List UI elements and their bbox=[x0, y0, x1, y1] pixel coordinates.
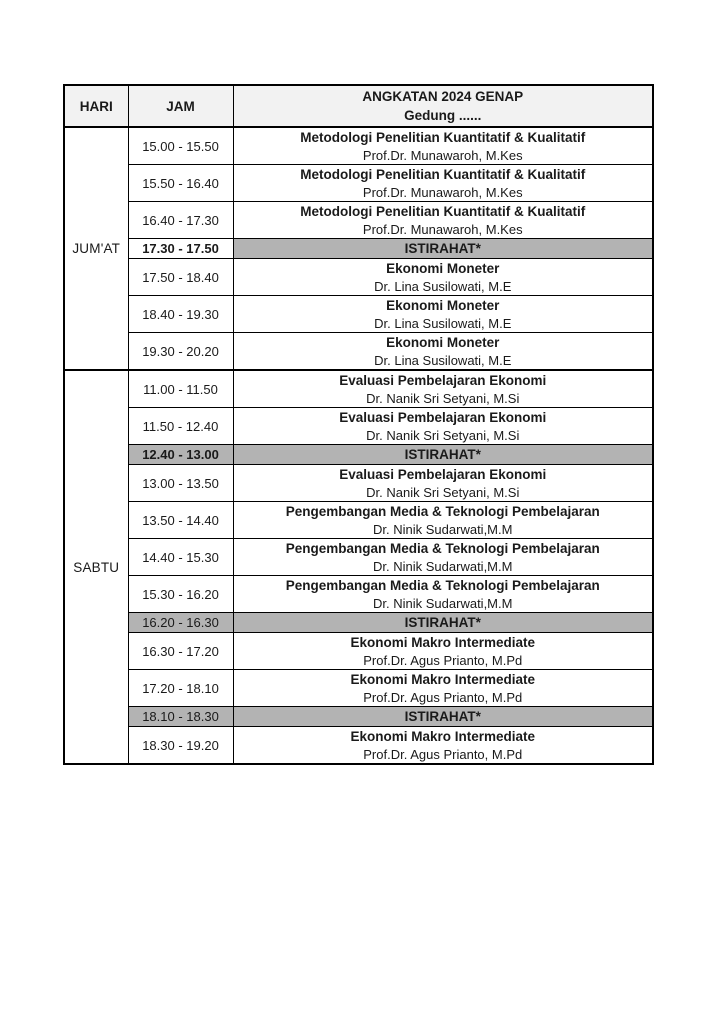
course-name: Ekonomi Makro Intermediate bbox=[350, 671, 536, 687]
time-cell: 16.20 - 16.30 bbox=[128, 613, 233, 633]
lecturer-name: Prof.Dr. Agus Prianto, M.Pd bbox=[363, 689, 523, 705]
course-name: Pengembangan Media & Teknologi Pembelajaran bbox=[285, 503, 600, 519]
course-name: Metodologi Penelitian Kuantitatif & Kualitatif bbox=[300, 129, 586, 145]
course-name: Pengembangan Media & Teknologi Pembelajaran bbox=[285, 540, 600, 556]
table-row bbox=[64, 127, 653, 165]
table-row bbox=[64, 613, 653, 633]
schedule-body bbox=[64, 85, 653, 764]
time-cell: 18.30 - 19.20 bbox=[128, 727, 233, 765]
lecturer-name: Prof.Dr. Munawaroh, M.Kes bbox=[362, 221, 523, 237]
table-row bbox=[64, 259, 653, 296]
table-row bbox=[64, 633, 653, 670]
course-cell bbox=[233, 539, 653, 576]
course-cell bbox=[233, 296, 653, 333]
break-label: ISTIRAHAT* bbox=[233, 613, 653, 633]
group-title: ANGKATAN 2024 GENAP bbox=[362, 89, 524, 104]
lecturer-name: Dr. Lina Susilowati, M.E bbox=[374, 315, 512, 331]
course-cell bbox=[233, 165, 653, 202]
table-row bbox=[64, 333, 653, 371]
course-name: Ekonomi Makro Intermediate bbox=[350, 634, 536, 650]
lecturer-name: Prof.Dr. Munawaroh, M.Kes bbox=[362, 184, 523, 200]
course-name: Ekonomi Moneter bbox=[386, 260, 500, 276]
table-row bbox=[64, 202, 653, 239]
break-label: ISTIRAHAT* bbox=[233, 707, 653, 727]
course-name: Metodologi Penelitian Kuantitatif & Kualitatif bbox=[300, 166, 586, 182]
lecturer-name: Dr. Nanik Sri Setyani, M.Si bbox=[366, 390, 520, 406]
table-row bbox=[64, 539, 653, 576]
lecturer-name: Dr. Lina Susilowati, M.E bbox=[374, 352, 512, 368]
course-name: Evaluasi Pembelajaran Ekonomi bbox=[339, 372, 547, 388]
course-name: Pengembangan Media & Teknologi Pembelajaran bbox=[285, 577, 600, 593]
time-cell: 15.50 - 16.40 bbox=[128, 165, 233, 202]
lecturer-name: Dr. Lina Susilowati, M.E bbox=[374, 278, 512, 294]
column-header-jam: JAM bbox=[128, 85, 233, 127]
time-cell: 12.40 - 13.00 bbox=[128, 445, 233, 465]
header-row bbox=[64, 85, 653, 127]
time-cell: 16.40 - 17.30 bbox=[128, 202, 233, 239]
course-cell bbox=[233, 633, 653, 670]
course-name: Evaluasi Pembelajaran Ekonomi bbox=[339, 466, 547, 482]
lecturer-name: Dr. Ninik Sudarwati,M.M bbox=[373, 595, 513, 611]
table-row bbox=[64, 296, 653, 333]
table-row bbox=[64, 727, 653, 765]
course-cell bbox=[233, 576, 653, 613]
time-cell: 11.00 - 11.50 bbox=[128, 370, 233, 408]
course-name: Ekonomi Moneter bbox=[386, 334, 500, 350]
course-cell bbox=[233, 127, 653, 165]
time-cell: 11.50 - 12.40 bbox=[128, 408, 233, 445]
table-row bbox=[64, 576, 653, 613]
table-row bbox=[64, 408, 653, 445]
table-row bbox=[64, 670, 653, 707]
schedule-table bbox=[63, 84, 654, 765]
column-header-hari: HARI bbox=[64, 85, 128, 127]
course-cell bbox=[233, 502, 653, 539]
break-label: ISTIRAHAT* bbox=[233, 239, 653, 259]
course-cell bbox=[233, 465, 653, 502]
table-row bbox=[64, 239, 653, 259]
table-row bbox=[64, 165, 653, 202]
time-cell: 18.40 - 19.30 bbox=[128, 296, 233, 333]
table-row bbox=[64, 370, 653, 408]
table-row bbox=[64, 445, 653, 465]
course-cell bbox=[233, 259, 653, 296]
time-cell: 15.30 - 16.20 bbox=[128, 576, 233, 613]
time-cell: 17.50 - 18.40 bbox=[128, 259, 233, 296]
table-row bbox=[64, 465, 653, 502]
course-name: Metodologi Penelitian Kuantitatif & Kualitatif bbox=[300, 203, 586, 219]
lecturer-name: Dr. Ninik Sudarwati,M.M bbox=[373, 558, 513, 574]
course-cell bbox=[233, 408, 653, 445]
time-cell: 16.30 - 17.20 bbox=[128, 633, 233, 670]
lecturer-name: Dr. Nanik Sri Setyani, M.Si bbox=[366, 427, 520, 443]
break-label: ISTIRAHAT* bbox=[233, 445, 653, 465]
time-cell: 17.30 - 17.50 bbox=[128, 239, 233, 259]
course-name: Ekonomi Makro Intermediate bbox=[350, 728, 536, 744]
column-header-group bbox=[233, 85, 653, 127]
group-subtitle: Gedung ...... bbox=[404, 108, 482, 123]
day-cell: SABTU bbox=[64, 370, 128, 764]
course-cell bbox=[233, 670, 653, 707]
table-row bbox=[64, 707, 653, 727]
lecturer-name: Prof.Dr. Agus Prianto, M.Pd bbox=[363, 652, 523, 668]
time-cell: 17.20 - 18.10 bbox=[128, 670, 233, 707]
time-cell: 19.30 - 20.20 bbox=[128, 333, 233, 371]
table-row bbox=[64, 502, 653, 539]
course-cell bbox=[233, 727, 653, 765]
course-name: Ekonomi Moneter bbox=[386, 297, 500, 313]
course-cell bbox=[233, 202, 653, 239]
time-cell: 13.00 - 13.50 bbox=[128, 465, 233, 502]
time-cell: 13.50 - 14.40 bbox=[128, 502, 233, 539]
lecturer-name: Dr. Nanik Sri Setyani, M.Si bbox=[366, 484, 520, 500]
lecturer-name: Prof.Dr. Munawaroh, M.Kes bbox=[362, 147, 523, 163]
lecturer-name: Prof.Dr. Agus Prianto, M.Pd bbox=[363, 746, 523, 762]
lecturer-name: Dr. Ninik Sudarwati,M.M bbox=[373, 521, 513, 537]
course-cell bbox=[233, 333, 653, 371]
time-cell: 14.40 - 15.30 bbox=[128, 539, 233, 576]
course-cell bbox=[233, 370, 653, 408]
time-cell: 18.10 - 18.30 bbox=[128, 707, 233, 727]
course-name: Evaluasi Pembelajaran Ekonomi bbox=[339, 409, 547, 425]
day-cell: JUM'AT bbox=[64, 127, 128, 370]
time-cell: 15.00 - 15.50 bbox=[128, 127, 233, 165]
